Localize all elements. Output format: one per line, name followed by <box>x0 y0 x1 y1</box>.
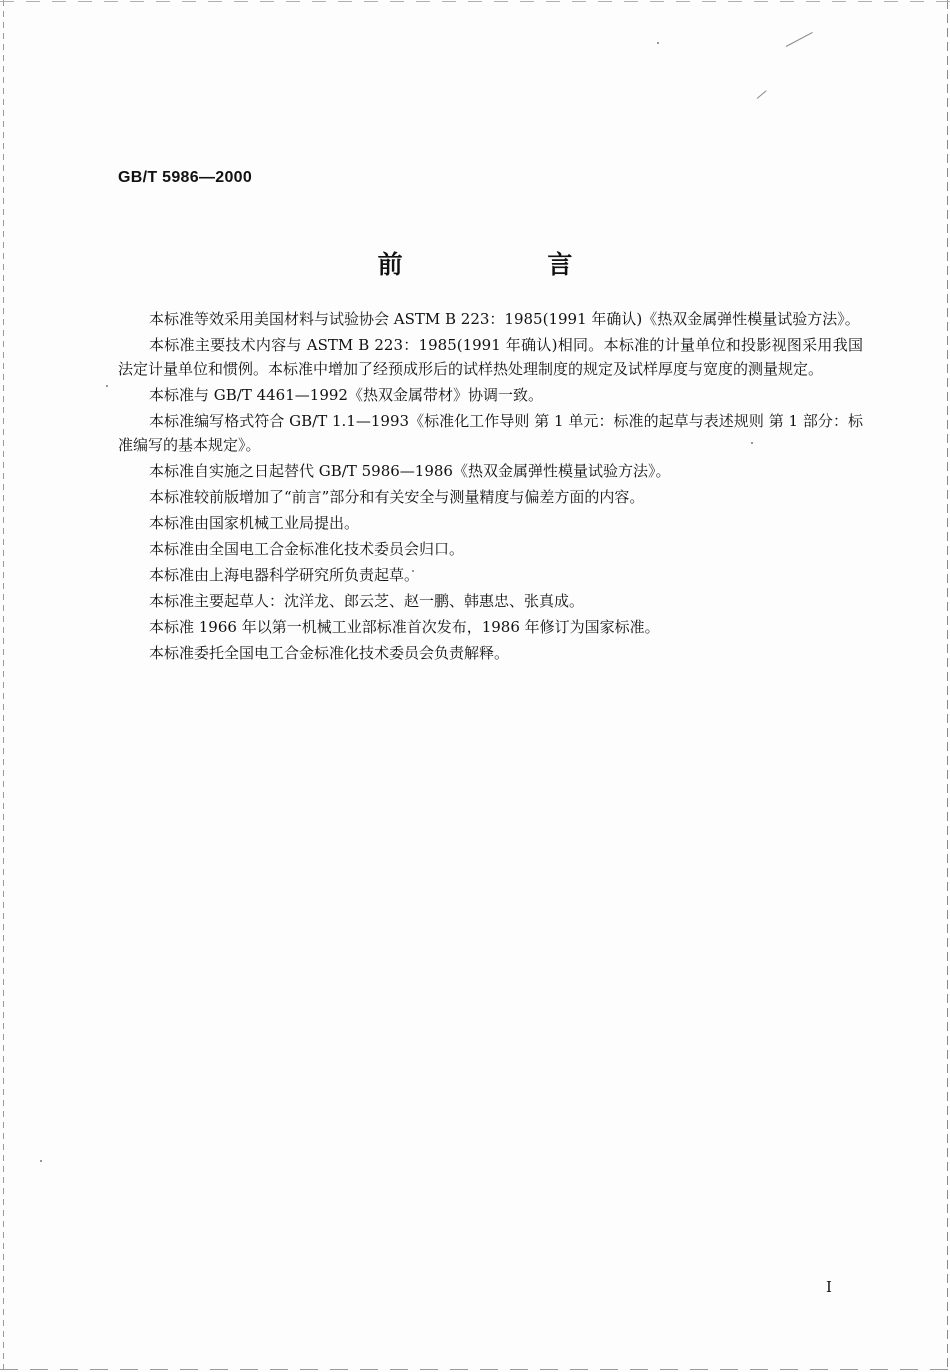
scan-speck <box>106 385 108 387</box>
paragraph: 本标准较前版增加了“前言”部分和有关安全与测量精度与偏差方面的内容。 <box>149 488 645 506</box>
scan-edge-bottom <box>0 1369 950 1370</box>
scan-mark <box>757 90 767 98</box>
paragraph: 本标准由全国电工合金标准化技术委员会归口。 <box>149 540 465 558</box>
foreword-body <box>118 307 863 667</box>
paragraph: 本标准由上海电器科学研究所负责起草。 <box>149 566 420 584</box>
paragraph: 本标准主要技术内容与 ASTM B 223：1985(1991 年确认)相同。本标准的计量单位和投影视图采用我国法定计量单位和惯例。本标准中增加了经预成形后的试样热处理制度的规定及试样厚度与宽度的测量规定。 <box>118 336 863 378</box>
paragraph: 本标准自实施之日起替代 GB/T 5986—1986《热双金属弹性模量试验方法》。 <box>149 462 671 480</box>
paragraph: 本标准由国家机械工业局提出。 <box>149 514 360 532</box>
paragraph: 本标准与 GB/T 4461—1992《热双金属带材》协调一致。 <box>149 386 543 404</box>
page-number: I <box>826 1278 832 1296</box>
page-title: 前 言 <box>377 250 641 279</box>
paragraph: 本标准委托全国电工合金标准化技术委员会负责解释。 <box>149 644 510 662</box>
paragraph: 本标准等效采用美国材料与试验协会 ASTM B 223：1985(1991 年确认)《热双金属弹性模量试验方法》。 <box>149 310 860 328</box>
scan-speck <box>40 1160 42 1162</box>
scan-mark <box>786 32 813 47</box>
scan-edge-left <box>3 0 4 1372</box>
standard-code: GB/T 5986—2000 <box>118 169 253 186</box>
scan-speck <box>657 42 659 44</box>
paragraph: 本标准 1966 年以第一机械工业部标准首次发布，1986 年修订为国家标准。 <box>149 618 660 636</box>
paragraph: 本标准主要起草人：沈洋龙、郎云芝、赵一鹏、韩惠忠、张真成。 <box>149 592 585 610</box>
scan-edge-right <box>947 0 948 1372</box>
scan-edge-top <box>0 1 950 2</box>
paragraph: 本标准编写格式符合 GB/T 1.1—1993《标准化工作导则 第 1 单元：标准的起草与表述规则 第 1 部分：标准编写的基本规定》。 <box>118 412 863 454</box>
